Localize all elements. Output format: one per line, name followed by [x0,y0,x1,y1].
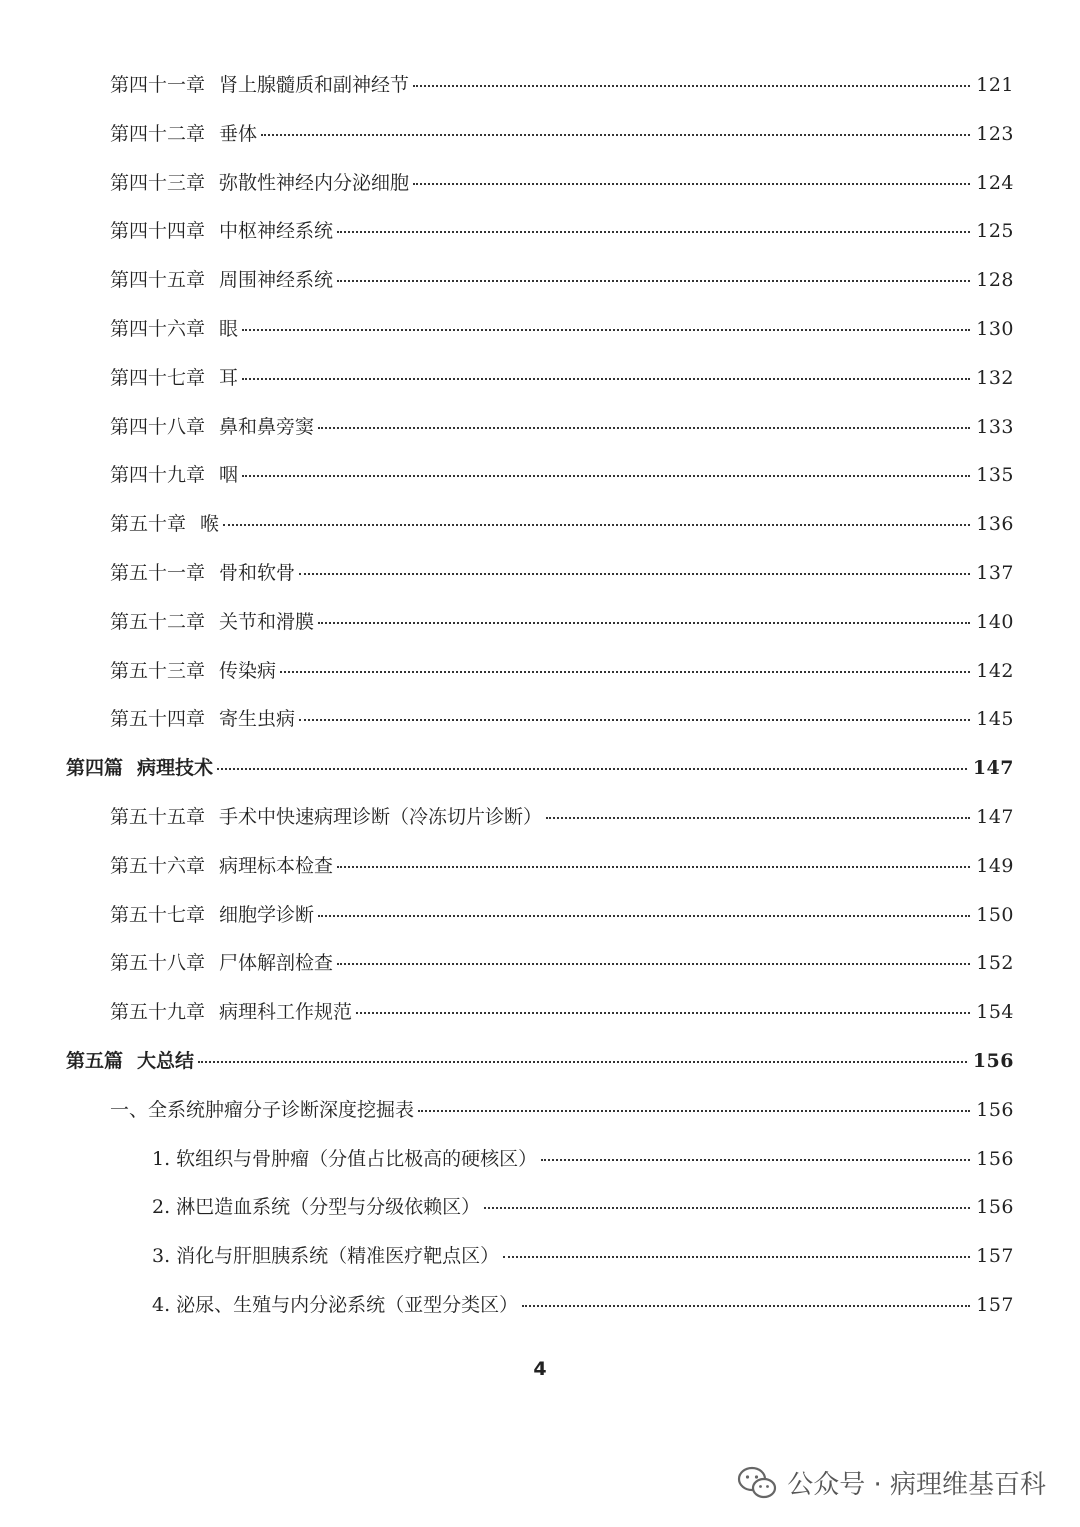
toc-entry-title: 关节和滑膜 [219,610,315,633]
dot-leader [242,329,970,331]
toc-entry-page: 152 [976,952,1014,975]
dot-leader [318,915,970,917]
toc-entry-page: 137 [976,562,1014,584]
toc-entry-title: 1. 软组织与骨肿瘤（分值占比极高的硬核区） [152,1147,538,1170]
dot-leader [318,427,970,429]
toc-chapter-entry [110,119,1014,146]
toc-chapter-entry [110,412,1014,439]
watermark-text: 公众号 · 病理维基百科 [787,1470,1046,1500]
watermark [737,1464,1046,1501]
toc-entry-page: 124 [976,171,1014,194]
dot-leader [418,1110,970,1112]
toc-entry-title: 3. 消化与肝胆胰系统（精准医疗靶点区） [152,1245,500,1268]
toc-entry-title: 2. 淋巴造血系统（分型与分级依赖区） [152,1196,481,1219]
toc-entry-title: 手术中快速病理诊断（冷冻切片诊断） [219,806,543,828]
toc-chapter-entry [110,265,1014,292]
toc-entry-title: 耳 [219,366,239,389]
toc-entry-page: 147 [976,806,1014,828]
toc-chapter-entry [110,363,1014,390]
toc-entry-number: 第四十七章 [110,366,206,389]
toc-entry-title: 细胞学诊断 [219,903,315,926]
toc-chapter-entry [110,607,1014,634]
dot-leader [217,768,967,770]
toc-entry-title: 4. 泌尿、生殖与内分泌系统（亚型分类区） [152,1294,519,1316]
toc-entry-title: 周围神经系统 [219,269,334,292]
toc-chapter-entry [110,656,1014,683]
toc-chapter-entry [110,509,1014,536]
dot-leader [413,85,970,87]
toc-entry-number: 第五十六章 [110,854,206,877]
toc-entry-title: 一、全系统肿瘤分子诊断深度挖掘表 [110,1098,415,1121]
toc-entry-title: 传染病 [219,659,277,682]
toc-entry-page: 145 [976,708,1014,731]
toc-entry-number: 第四十三章 [110,171,206,194]
toc-entry-title: 垂体 [219,122,258,145]
dot-leader [337,963,970,965]
dot-leader [280,671,970,673]
dot-leader [299,719,970,721]
toc-entry-page: 156 [972,1050,1014,1072]
toc-chapter-entry [110,1095,1014,1122]
dot-leader [223,524,970,526]
toc-entry-page: 123 [976,122,1014,145]
toc-entry-page: 150 [976,903,1014,926]
dot-leader [337,280,970,282]
toc-entry-title: 眼 [219,318,239,340]
toc-chapter-entry [110,216,1014,243]
toc-entry-number: 第五十八章 [110,952,206,975]
toc-entry-number: 第五十九章 [110,1001,206,1024]
toc-entry-title: 骨和软骨 [219,562,296,584]
toc-entry-title: 病理技术 [137,757,214,780]
dot-leader [242,475,970,477]
dot-leader [318,622,970,624]
dot-leader [242,378,970,380]
toc-entry-number: 第四十一章 [110,74,206,96]
toc-entry-number: 第五十三章 [110,659,206,682]
dot-leader [413,183,970,185]
toc-entry-page: 156 [976,1147,1014,1170]
toc-entry-title: 弥散性神经内分泌细胞 [219,171,410,194]
toc-entry-page: 154 [976,1001,1014,1024]
toc-entry-page: 135 [976,464,1014,487]
toc-entry-title: 寄生虫病 [219,708,296,731]
dot-leader [503,1256,970,1258]
toc-entry-number: 第四十六章 [110,318,206,340]
toc-entry-page: 136 [976,513,1014,536]
dot-leader [522,1305,970,1307]
toc-entry-page: 140 [976,610,1014,633]
toc-part-entry [66,753,1014,780]
toc-entry-page: 142 [976,659,1014,682]
toc-entry-number: 第四十九章 [110,464,206,487]
toc-entry-page: 149 [976,854,1014,877]
dot-leader [541,1159,970,1161]
wechat-icon [737,1466,777,1500]
toc-part-entry [66,1046,1014,1073]
page-number: 4 [533,1358,547,1380]
toc-entry-title: 肾上腺髓质和副神经节 [219,74,410,96]
toc-chapter-entry [110,948,1014,975]
toc-sub-entry [152,1290,1014,1317]
toc-chapter-entry [110,997,1014,1024]
toc-entry-title: 喉 [200,513,220,536]
toc-entry-page: 157 [976,1294,1014,1316]
toc-chapter-entry [110,70,1014,97]
toc-entry-number: 第四十四章 [110,220,206,243]
toc-entry-page: 130 [976,318,1014,340]
toc-entry-number: 第五十七章 [110,903,206,926]
toc-entry-page: 133 [976,415,1014,438]
toc-chapter-entry [110,704,1014,731]
toc-sub-entry [152,1144,1014,1171]
toc-entry-number: 第五十四章 [110,708,206,731]
toc-entry-page: 125 [976,220,1014,243]
dot-leader [299,573,970,575]
toc-entry-number: 第五十二章 [110,610,206,633]
dot-leader [261,134,970,136]
toc-entry-number: 第五十一章 [110,562,206,584]
toc-chapter-entry [110,802,1014,829]
toc-entry-page: 156 [976,1196,1014,1219]
toc-chapter-entry [110,314,1014,341]
toc-entry-number: 第四十五章 [110,269,206,292]
dot-leader [198,1061,967,1063]
toc-entry-title: 大总结 [137,1050,195,1072]
toc-entry-number: 第四十二章 [110,122,206,145]
toc-entry-page: 147 [972,757,1014,780]
toc-entry-title: 咽 [219,464,239,487]
toc-entry-title: 尸体解剖检查 [219,952,334,975]
toc-entry-title: 病理标本检查 [219,854,334,877]
toc-chapter-entry [110,851,1014,878]
toc-entry-page: 121 [976,74,1014,96]
dot-leader [337,231,970,233]
toc-entry-title: 病理科工作规范 [219,1001,353,1024]
dot-leader [337,866,970,868]
toc-sub-entry [152,1241,1014,1268]
toc-entry-number: 第五篇 [66,1050,124,1072]
toc-entry-page: 157 [976,1245,1014,1268]
toc-entry-title: 鼻和鼻旁窦 [219,415,315,438]
toc-chapter-entry [110,558,1014,585]
dot-leader [356,1012,970,1014]
toc-entry-page: 128 [976,269,1014,292]
toc-sub-entry [152,1192,1014,1219]
toc-entry-number: 第五十五章 [110,806,206,828]
dot-leader [484,1207,970,1209]
toc-entry-title: 中枢神经系统 [219,220,334,243]
toc-entry-page: 132 [976,366,1014,389]
toc-chapter-entry [110,168,1014,195]
toc-entry-number: 第四篇 [66,757,124,780]
toc-chapter-entry [110,460,1014,487]
toc-chapter-entry [110,900,1014,927]
toc-entry-number: 第五十章 [110,513,187,536]
dot-leader [546,817,970,819]
toc-entry-page: 156 [976,1098,1014,1121]
toc-entry-number: 第四十八章 [110,415,206,438]
